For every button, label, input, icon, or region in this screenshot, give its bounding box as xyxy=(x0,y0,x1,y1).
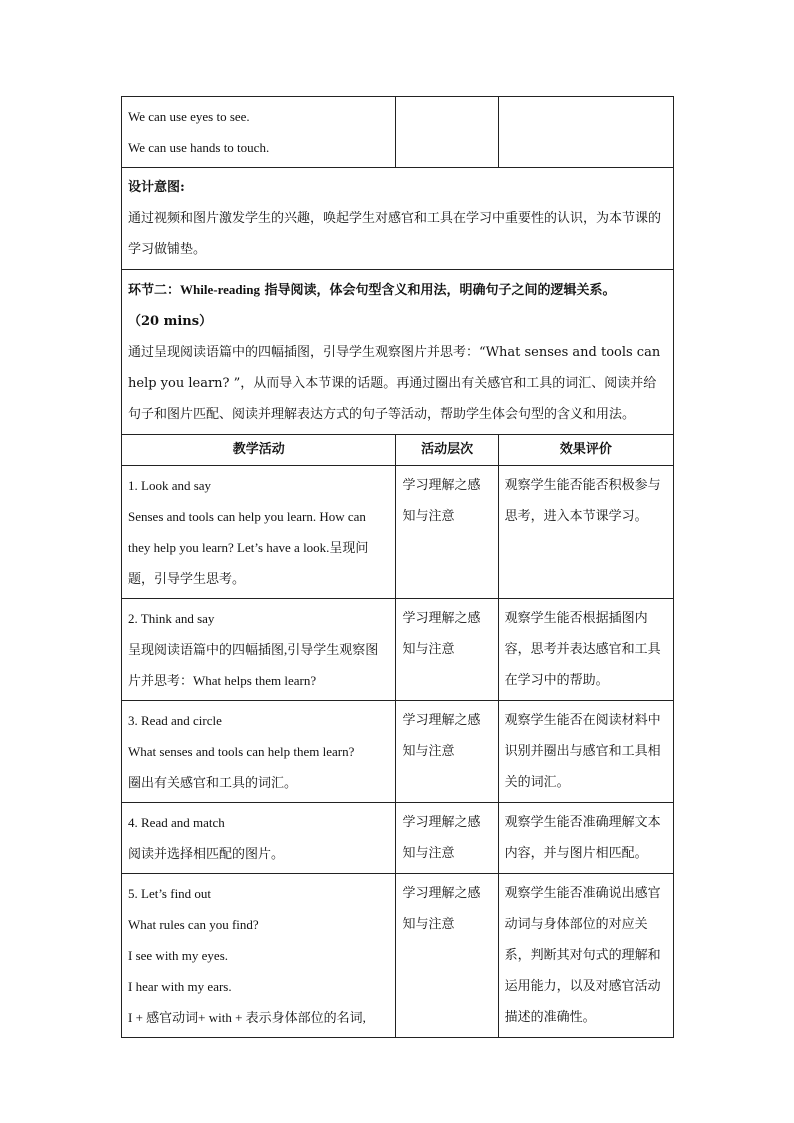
top-row-empty-cell-1 xyxy=(396,97,498,168)
section2-heading-prefix: 环节二： xyxy=(128,283,181,298)
eval-cell: 观察学生能否准确理解文本内容，并与图片相匹配。 xyxy=(498,803,673,874)
section2-heading-rest: 指导阅读，体会句型含义和用法，明确句子之间的逻辑关系。 xyxy=(259,283,616,298)
level-cell: 学习理解之感知与注意 xyxy=(396,599,498,701)
eval-cell: 观察学生能否在阅读材料中识别并圈出与感官和工具相关的词汇。 xyxy=(498,701,673,803)
top-line-1: We can use eyes to see. xyxy=(128,109,250,124)
header-activity-level: 活动层次 xyxy=(396,435,498,466)
section2-heading xyxy=(128,274,667,306)
design-intent-row xyxy=(122,168,674,270)
activity-title: 3. Read and circle xyxy=(128,713,222,728)
activity-title: 2. Think and say xyxy=(128,611,215,626)
section2-row xyxy=(122,270,674,435)
activity-cell xyxy=(122,874,396,1038)
activity-text: I hear with my ears. xyxy=(128,979,232,994)
activity-text: 呈现阅读语篇中的四幅插图,引导学生观察图片并思考：What helps them learn? xyxy=(128,642,379,688)
level-cell: 学习理解之感知与注意 xyxy=(396,701,498,803)
level-cell: 学习理解之感知与注意 xyxy=(396,874,498,1038)
activity-cell xyxy=(122,599,396,701)
design-intent-cell xyxy=(122,168,674,270)
activity-cell xyxy=(122,701,396,803)
section2-time: （20 mins） xyxy=(128,314,213,329)
activity-text: What rules can you find? xyxy=(128,917,259,932)
activity-title: 1. Look and say xyxy=(128,478,212,493)
eval-cell: 观察学生能否根据插图内容，思考并表达感官和工具在学习中的帮助。 xyxy=(498,599,673,701)
section2-cell xyxy=(122,270,674,435)
top-row xyxy=(122,97,674,168)
section2-description: 通过呈现阅读语篇中的四幅插图，引导学生观察图片并思考：“What senses and tools can help you learn? ”，从而导入本节课的话题。再通过圈出有关感官和工具的词汇、阅读并给句子和图片匹配、阅读并理解表达方式的句子等活动，帮助学生体会句型的含义和用法。 xyxy=(128,345,661,422)
activity-text: I + 感官动词+ with + 表示身体部位的名词, xyxy=(128,1010,366,1025)
activity-row-3 xyxy=(122,701,674,803)
activity-title: 4. Read and match xyxy=(128,815,225,830)
level-cell: 学习理解之感知与注意 xyxy=(396,466,498,599)
eval-cell: 观察学生能否能否积极参与思考，进入本节课学习。 xyxy=(498,466,673,599)
design-intent-text: 通过视频和图片激发学生的兴趣，唤起学生对感官和工具在学习中重要性的认识，为本节课的学习做铺垫。 xyxy=(128,211,662,257)
activity-text: 圈出有关感官和工具的词汇。 xyxy=(128,775,298,790)
top-row-text-cell xyxy=(122,97,396,168)
eval-cell: 观察学生能否准确说出感官动词与身体部位的对应关系，判断其对句式的理解和运用能力，以及对感官活动描述的准确性。 xyxy=(498,874,673,1038)
top-line-2: We can use hands to touch. xyxy=(128,140,270,155)
lesson-plan-page xyxy=(121,96,674,1038)
top-row-empty-cell-2 xyxy=(498,97,673,168)
activity-cell xyxy=(122,466,396,599)
section2-heading-en: While-reading xyxy=(180,282,260,297)
header-effect-evaluation: 效果评价 xyxy=(498,435,673,466)
activity-text: What senses and tools can help them learn? xyxy=(128,744,355,759)
activity-text: Senses and tools can help you learn. How can they help you learn? Let’s have a look.呈现问题，引导学生思考。 xyxy=(128,509,369,586)
activity-title: 5. Let’s find out xyxy=(128,886,212,901)
activity-row-4 xyxy=(122,803,674,874)
activity-table-header-row xyxy=(122,435,674,466)
activity-cell xyxy=(122,803,396,874)
activity-row-1 xyxy=(122,466,674,599)
lesson-plan-table xyxy=(121,96,674,1038)
activity-text: I see with my eyes. xyxy=(128,948,229,963)
activity-row-5 xyxy=(122,874,674,1038)
activity-text: 阅读并选择相匹配的图片。 xyxy=(128,846,285,861)
level-cell: 学习理解之感知与注意 xyxy=(396,803,498,874)
header-teaching-activity: 教学活动 xyxy=(122,435,396,466)
design-intent-heading: 设计意图: xyxy=(128,180,185,195)
activity-row-2 xyxy=(122,599,674,701)
